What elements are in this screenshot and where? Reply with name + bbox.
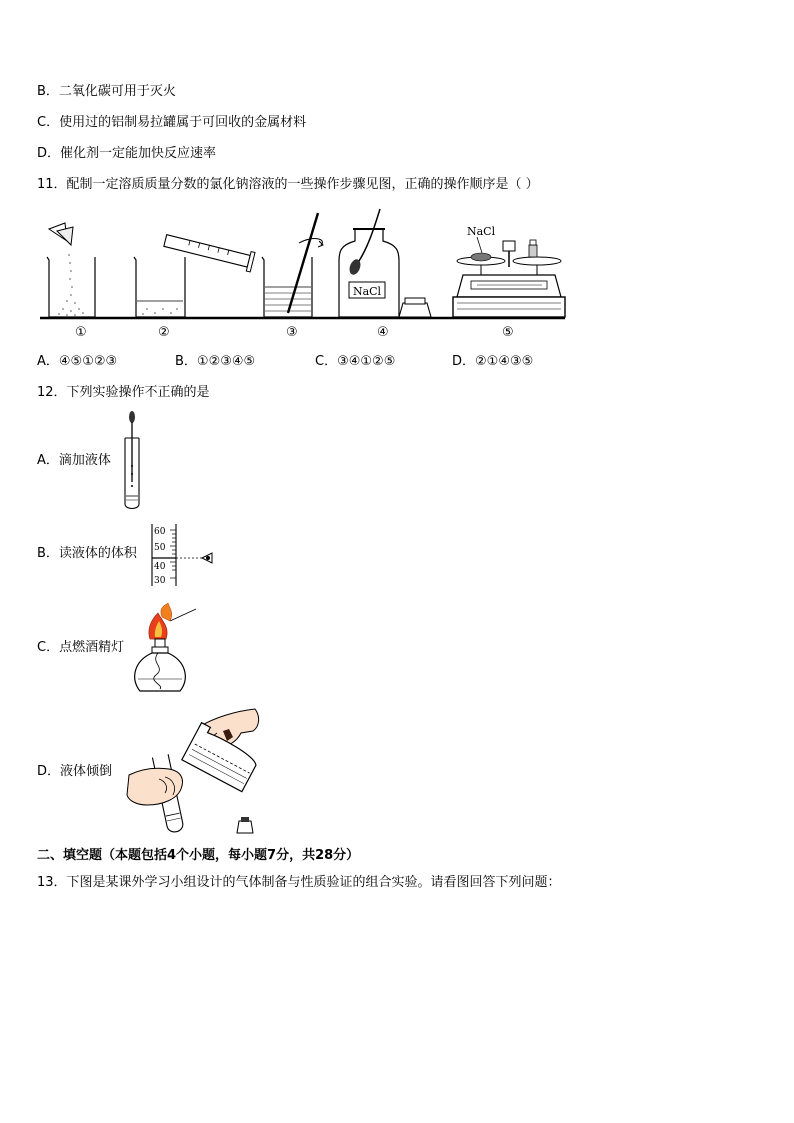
q11-stem: 11．配制一定溶质质量分数的氯化钠溶液的一些操作步骤见图，正确的操作顺序是（ ） (37, 177, 539, 192)
figure-label-4: ④ (377, 325, 389, 340)
q12-option-b: B．读液体的体积 (37, 546, 137, 561)
q10-option-c: C．使用过的铝制易拉罐属于可回收的金属材料 (37, 115, 307, 130)
tick-30: 30 (154, 576, 166, 586)
figure-label-3: ③ (286, 325, 298, 340)
q11-option-c: C．③④①②⑤ (315, 354, 396, 369)
q12-option-d: D．液体倾倒 (37, 764, 113, 779)
section2-heading: 二、填空题（本题包括4个小题，每小题7分，共28分） (37, 848, 360, 863)
figure-step1-beaker (47, 223, 95, 317)
q13-stem: 13．下图是某课外学习小组设计的气体制备与性质验证的组合实验。请看图回答下列问题： (37, 875, 561, 890)
figure-label-1: ① (75, 325, 87, 340)
balance-label: NaCl (467, 225, 496, 238)
q12-option-a: A．滴加液体 (37, 453, 111, 468)
cylinder-figure (150, 522, 220, 588)
figure-label-2: ② (158, 325, 170, 340)
q11-figure (37, 205, 567, 345)
q11-option-a: A．④⑤①②③ (37, 354, 118, 369)
bottle-label: NaCl (352, 285, 382, 298)
tick-50: 50 (154, 543, 166, 553)
figure-step3-stirring (262, 213, 323, 317)
tick-40: 40 (154, 562, 166, 572)
tick-60: 60 (154, 527, 166, 537)
q10-option-d: D．催化剂一定能加快反应速率 (37, 146, 217, 161)
q10-option-b: B．二氧化碳可用于灭火 (37, 84, 176, 99)
dropper-figure (120, 410, 144, 512)
figure-step2-beaker-cylinder (134, 231, 255, 317)
q11-option-b: B．①②③④⑤ (175, 354, 256, 369)
q12-option-c: C．点燃酒精灯 (37, 640, 125, 655)
liquid-pouring-figure (125, 707, 275, 835)
figure-label-5: ⑤ (502, 325, 514, 340)
alcohol-lamp-figure (130, 603, 205, 693)
figure-step4-bottle (339, 209, 431, 317)
figure-step5-balance (453, 225, 565, 317)
q12-stem: 12．下列实验操作不正确的是 (37, 385, 210, 400)
q11-option-d: D．②①④③⑤ (452, 354, 534, 369)
